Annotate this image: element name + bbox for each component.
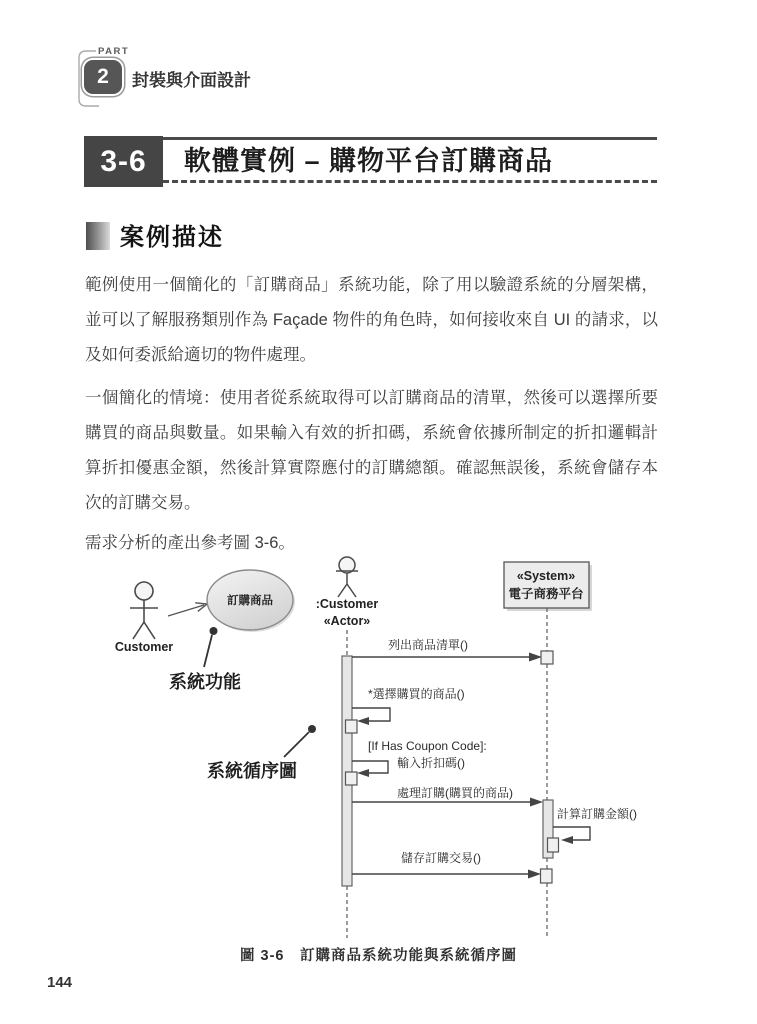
part-number: 2 (97, 65, 109, 88)
use-case-association-arrow (168, 603, 207, 616)
customer-lifeline-stereotype: «Actor» (323, 614, 371, 628)
callout-sequence-diagram (207, 725, 316, 781)
system-lifeline-name: 電子商務平台 (508, 587, 584, 601)
message-6-label: 儲存訂購交易() (401, 851, 481, 865)
figure-3-6-diagram (0, 540, 757, 950)
case-heading: 案例描述 (120, 224, 224, 251)
section-number-box (84, 136, 163, 187)
use-case-label: 訂購商品 (227, 595, 273, 607)
callout-system-function (169, 627, 241, 692)
message-3-label: 輸入折扣碼() (397, 756, 465, 770)
paragraph-2: 一個簡化的情境：使用者從系統取得可以訂購商品的清單，然後可以選擇所要購買的商品與數量。如果輸入有效的折扣碼，系統會依據所制定的折扣邏輯計算折扣優惠金額，然後計算實際應付的訂購總額。確認無誤後，系統會儲存本次的訂購交易。 (85, 389, 658, 512)
part-label: PART (98, 46, 130, 57)
heading-gradient-bullet (86, 222, 110, 250)
message-2-label: *選擇購買的商品() (368, 687, 465, 701)
system-lifeline-head (504, 562, 592, 611)
message-1-label: 列出商品清單() (388, 638, 468, 652)
customer-lifeline-name: :Customer (315, 597, 379, 611)
part-number-badge (84, 60, 122, 94)
use-case-actor-figure (130, 582, 158, 639)
message-5-self-arrow (548, 827, 591, 852)
use-case-ellipse (207, 570, 295, 632)
customer-activation-bar (342, 656, 352, 886)
message-4-label: 處理訂購(購買的商品) (397, 786, 513, 800)
section-title: 軟體實例 – 購物平台訂購商品 (184, 146, 554, 176)
page-number: 144 (47, 974, 73, 991)
paragraph-1: 範例使用一個簡化的「訂購商品」系統功能，除了用以驗證系統的分層架構，並可以了解服務類別作為 Façade 物件的角色時，如何接收來自 UI 的請求，以及如何委派給適切的物件處理。 (85, 276, 658, 364)
message-6-arrow (352, 869, 552, 883)
section-banner-dashed-line (163, 180, 657, 183)
sequence-actor-figure (336, 557, 358, 597)
figure-caption: 圖 3-6 訂購商品系統功能與系統循序圖 (240, 948, 517, 964)
part-title: 封裝與介面設計 (132, 71, 251, 90)
section-number: 3-6 (100, 144, 147, 178)
paragraph-3: 需求分析的產出參考圖 3-6。 (85, 534, 295, 552)
message-1-arrow (352, 651, 553, 664)
message-3-guard: [If Has Coupon Code]: (368, 739, 487, 753)
system-lifeline-stereotype: «System» (516, 569, 576, 583)
use-case-actor-label: Customer (114, 640, 174, 654)
annotation-sequence-diagram: 系統循序圖 (207, 761, 297, 781)
annotation-system-function: 系統功能 (169, 672, 241, 692)
message-5-label: 計算訂購金額() (557, 807, 637, 821)
